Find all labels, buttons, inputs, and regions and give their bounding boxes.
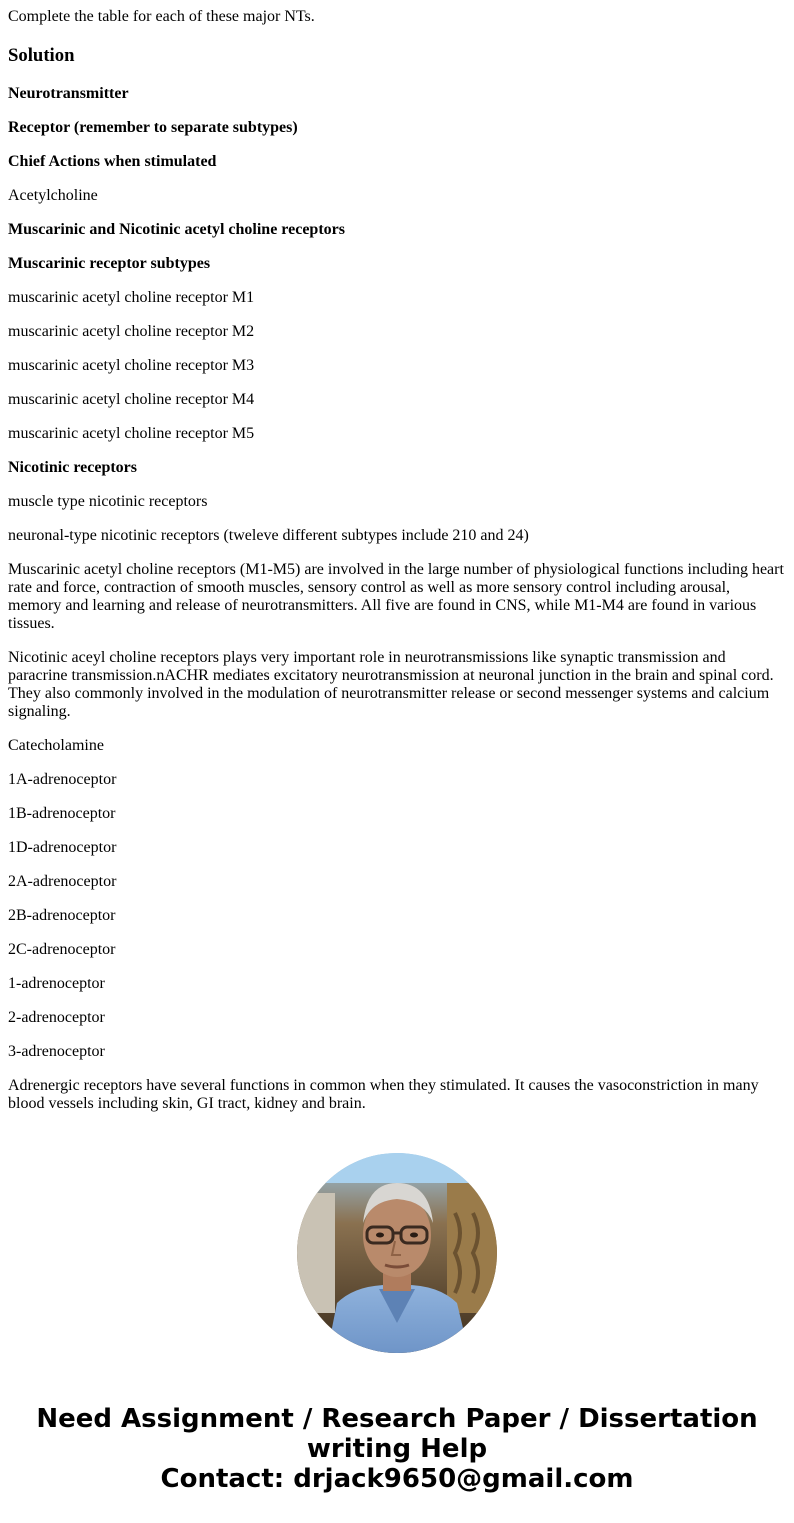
nt-catecholamine: Catecholamine	[8, 737, 104, 754]
footer-line-3: Contact: drjack9650@gmail.com	[160, 1464, 634, 1494]
solution-heading: Solution	[8, 45, 75, 66]
ach-receptors-heading: Muscarinic and Nicotinic acetyl choline receptors	[8, 221, 345, 238]
muscarinic-actions-paragraph: Muscarinic acetyl choline receptors (M1-M5) are involved in the large number of physiological functions including heart rate and force, contraction of smooth muscles, sensory control as well as more sensory control including arousal, memory and learning and release of neurotransmitters. All five are found in CNS, while M1-M4 are found in various tissues.	[8, 561, 784, 632]
list-item: muscarinic acetyl choline receptor M1	[8, 289, 255, 306]
nicotinic-heading: Nicotinic receptors	[8, 459, 137, 476]
footer-line-1: Need Assignment / Research Paper / Dissertation	[36, 1404, 758, 1434]
list-item: 3-adrenoceptor	[8, 1043, 105, 1060]
list-item: 2-adrenoceptor	[8, 1009, 105, 1026]
intro-text: Complete the table for each of these major NTs.	[8, 8, 315, 25]
list-item: 1A-adrenoceptor	[8, 771, 117, 788]
list-item: 1B-adrenoceptor	[8, 805, 116, 822]
header-neurotransmitter: Neurotransmitter	[8, 85, 129, 102]
list-item: muscarinic acetyl choline receptor M3	[8, 357, 255, 374]
list-item: 1D-adrenoceptor	[8, 839, 117, 856]
list-item: 2A-adrenoceptor	[8, 873, 117, 890]
nicotinic-actions-paragraph: Nicotinic aceyl choline receptors plays very important role in neurotransmissions like synaptic transmission and paracrine transmission.nACHR mediates excitatory neurotransmission at neuronal junction in the brain and spinal cord. They also commonly involved in the modulation of neurotransmitter release or second messenger systems and calcium signaling.	[8, 649, 774, 720]
header-actions: Chief Actions when stimulated	[8, 153, 217, 170]
list-item: muscarinic acetyl choline receptor M2	[8, 323, 255, 340]
header-receptor: Receptor (remember to separate subtypes)	[8, 119, 298, 136]
list-item: neuronal-type nicotinic receptors (tweleve different subtypes include 210 and 24)	[8, 527, 529, 544]
footer-line-2: writing Help	[306, 1434, 488, 1464]
footer-contact	[0, 1404, 794, 1494]
nt-acetylcholine: Acetylcholine	[8, 187, 98, 204]
list-item: muscarinic acetyl choline receptor M4	[8, 391, 255, 408]
muscarinic-heading: Muscarinic receptor subtypes	[8, 255, 211, 272]
list-item: muscle type nicotinic receptors	[8, 493, 208, 510]
list-item: 2B-adrenoceptor	[8, 907, 116, 924]
adrenergic-actions-paragraph: Adrenergic receptors have several functions in common when they stimulated. It causes the vasoconstriction in many blood vessels including skin, GI tract, kidney and brain.	[8, 1077, 759, 1112]
list-item: muscarinic acetyl choline receptor M5	[8, 425, 255, 442]
avatar	[297, 1153, 497, 1353]
portrait-image	[297, 1153, 497, 1353]
list-item: 1-adrenoceptor	[8, 975, 105, 992]
list-item: 2C-adrenoceptor	[8, 941, 116, 958]
